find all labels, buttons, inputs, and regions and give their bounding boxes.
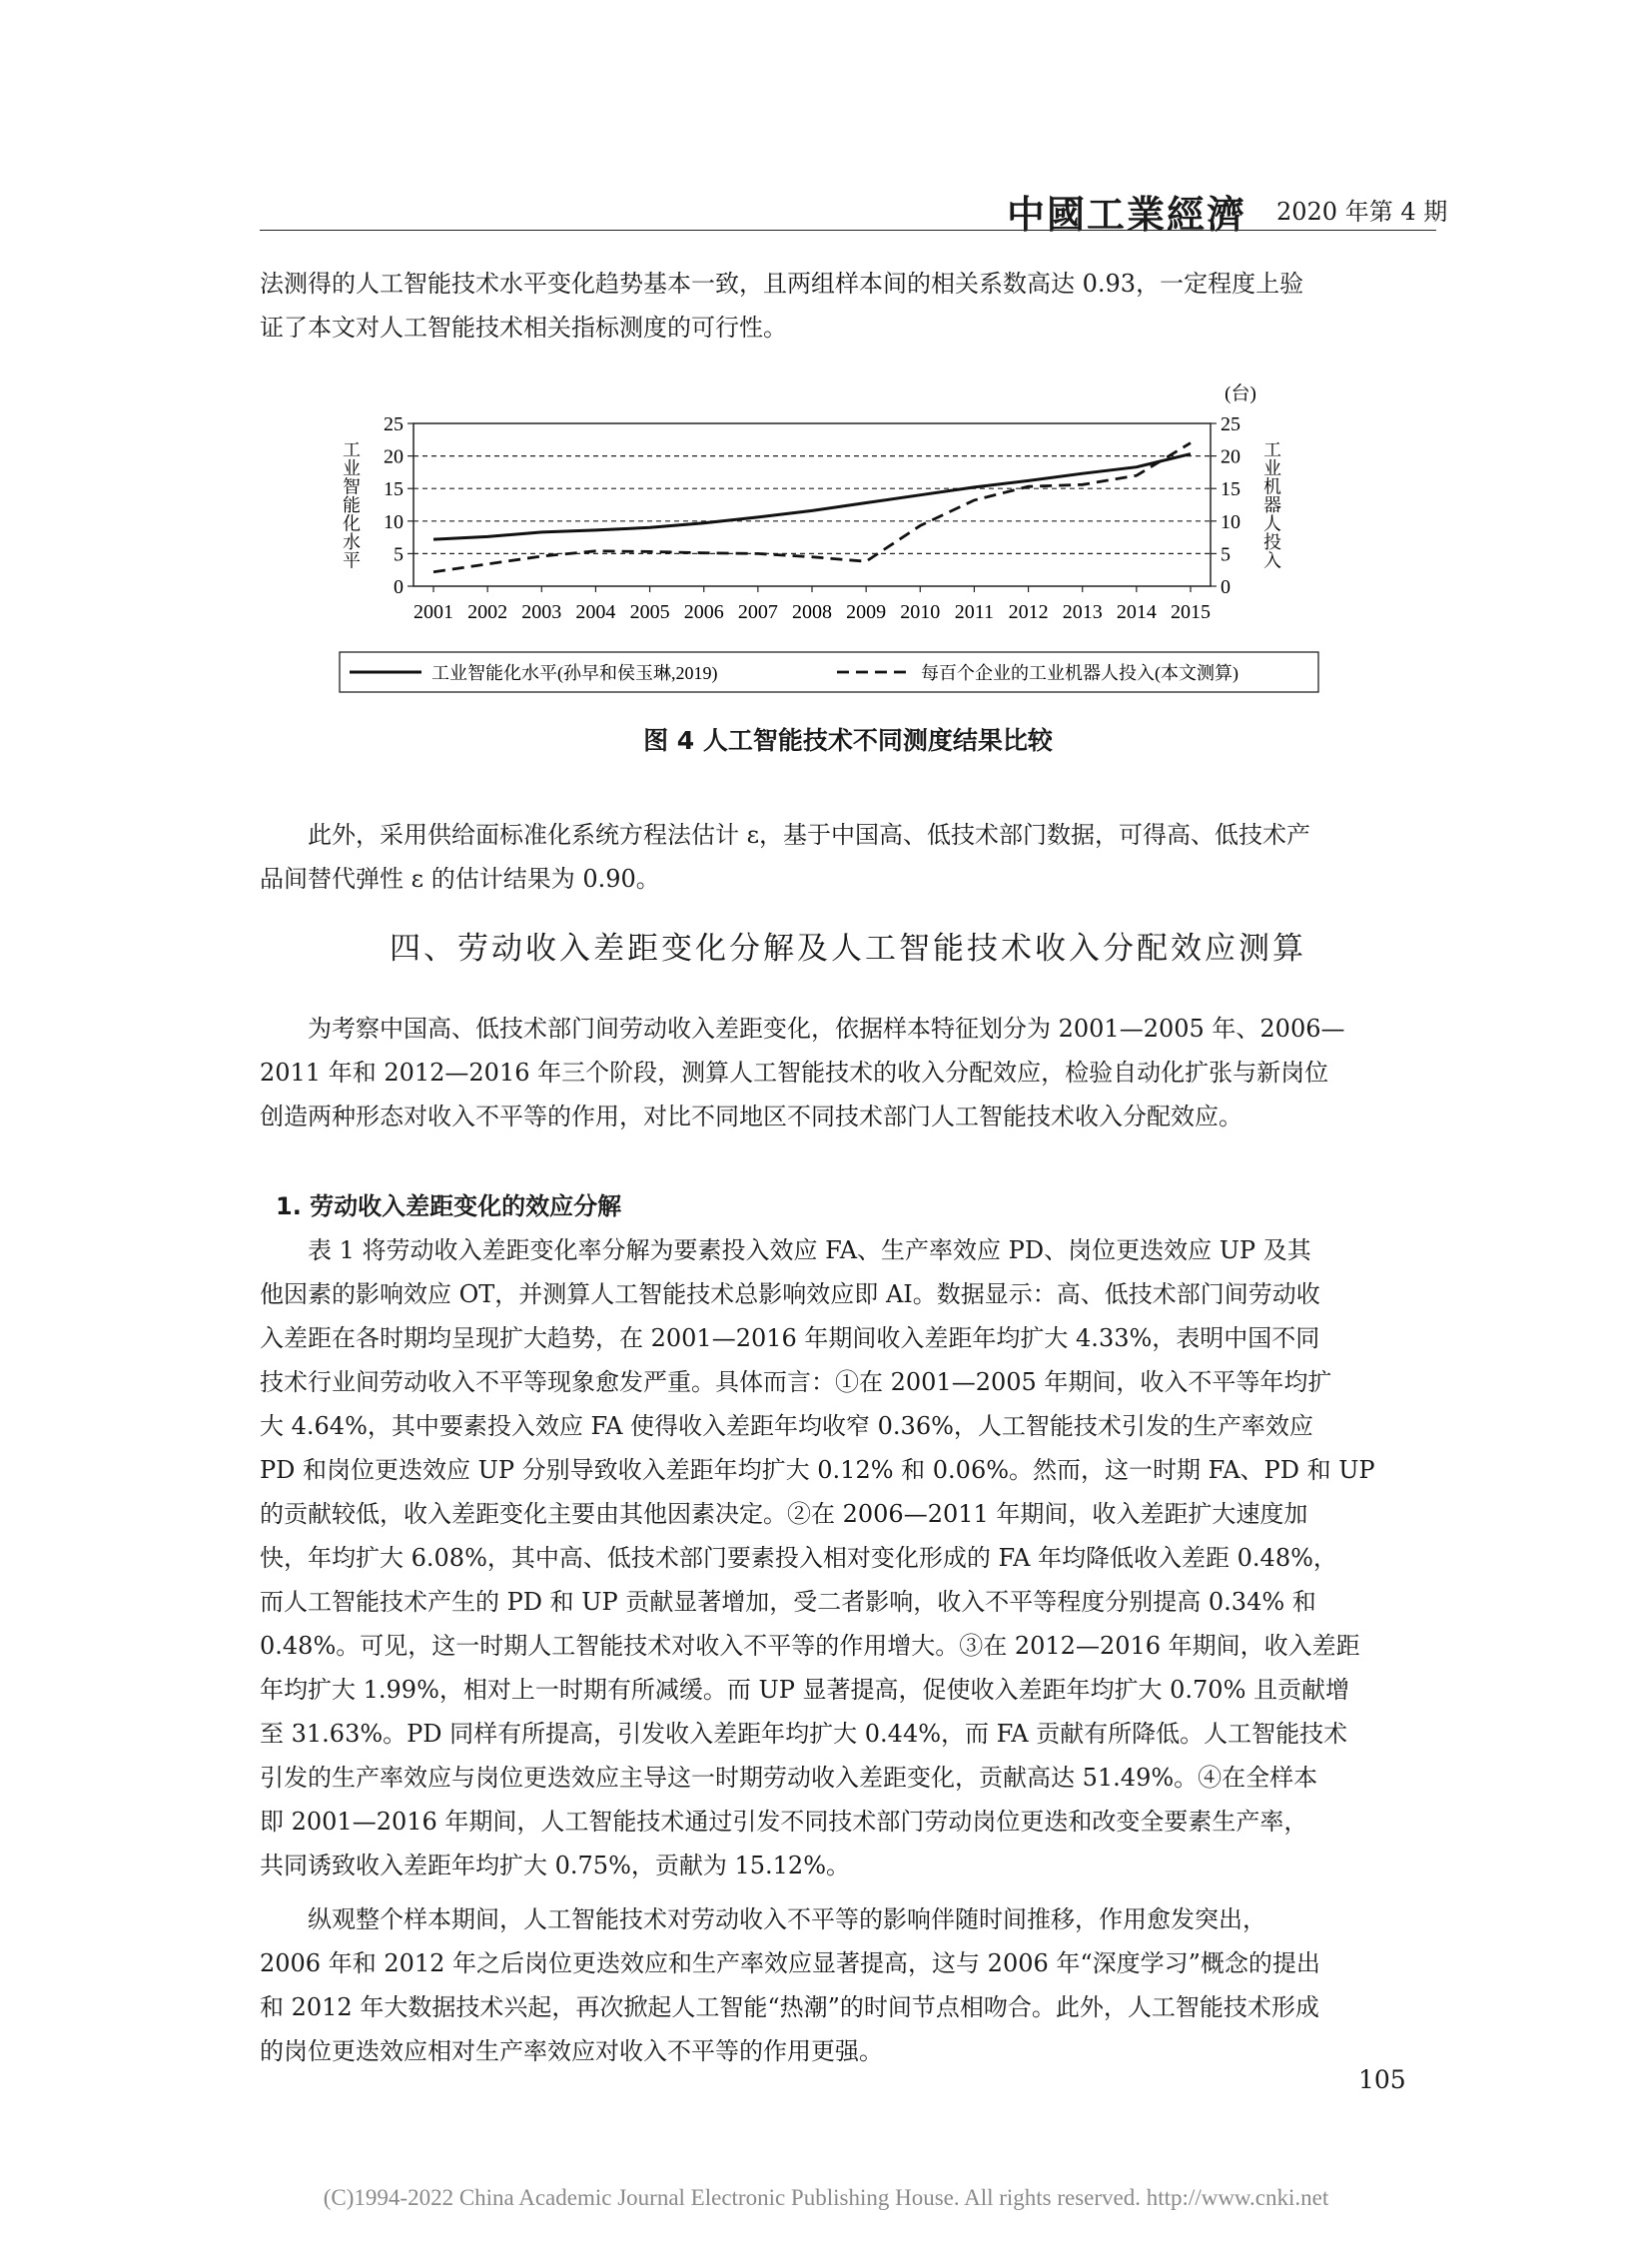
x-tick-label: 2005: [629, 601, 670, 623]
x-tick-label: 2012: [1008, 601, 1049, 623]
x-tick-label: 2014: [1116, 601, 1157, 623]
text-line: 创造两种形态对收入不平等的作用，对比不同地区不同技术部门人工智能技术收入分配效应。: [260, 1103, 1242, 1130]
x-tick-label: 2006: [683, 601, 724, 623]
right-y-tick-label: 20: [1221, 445, 1240, 468]
text-line: 表 1 将劳动收入差距变化率分解为要素投入效应 FA、生产率效应 PD、岗位更迭效应 UP 及其: [308, 1236, 1311, 1264]
x-tick-label: 2015: [1171, 601, 1211, 623]
text-line: 0.48%。可见，这一时期人工智能技术对收入不平等的作用增大。③在 2012—2016 年期间，收入差距: [260, 1632, 1360, 1660]
text-line: 2011 年和 2012—2016 年三个阶段，测算人工智能技术的收入分配效应，检验自动化扩张与新岗位: [260, 1059, 1329, 1087]
section-paragraph: [260, 1007, 1436, 1138]
x-tick-label: 2003: [521, 601, 562, 623]
overall-paragraph: [260, 1897, 1436, 2073]
issue-label: 2020 年第 4 期: [1276, 198, 1448, 226]
text-line: PD 和岗位更迭效应 UP 分别导致收入差距年均扩大 0.12% 和 0.06%。然而，这一时期 FA、PD 和 UP: [260, 1456, 1375, 1484]
text-line: 而人工智能技术产生的 PD 和 UP 贡献显著增加，受二者影响，收入不平等程度分别提高 0.34% 和: [260, 1588, 1316, 1616]
line-chart: [330, 379, 1328, 699]
right-unit-label: (台): [1225, 383, 1256, 404]
text-line: 和 2012 年大数据技术兴起，再次掀起人工智能“热潮”的时间节点相吻合。此外，人工智能技术形成: [260, 1993, 1319, 2021]
x-tick-label: 2010: [900, 601, 941, 623]
text-line: 2006 年和 2012 年之后岗位更迭效应和生产率效应显著提高，这与 2006 年“深度学习”概念的提出: [260, 1949, 1320, 1977]
series-line-intelligence: [433, 454, 1191, 539]
axis-label-text: 工业智能化水平: [343, 439, 361, 571]
right-y-ticks: [1211, 413, 1240, 598]
right-y-tick-label: 15: [1221, 478, 1240, 501]
right-y-tick-label: 10: [1221, 510, 1240, 533]
text-line: 即 2001—2016 年期间，人工智能技术通过引发不同技术部门劳动岗位更迭和改变全要素生产率，: [260, 1808, 1308, 1836]
text-line: 证了本文对人工智能技术相关指标测度的可行性。: [260, 314, 787, 342]
x-tick-label: 2011: [954, 601, 995, 623]
x-tick-label: 2004: [575, 601, 616, 623]
text-line: 技术行业间劳动收入不平等现象愈发严重。具体而言：①在 2001—2005 年期间，收入不平等年均扩: [260, 1368, 1332, 1396]
x-tick-label: 2008: [792, 601, 832, 623]
intro-paragraph: [260, 262, 1436, 350]
left-y-tick-label: 10: [384, 510, 404, 533]
left-y-tick-label: 20: [384, 445, 404, 468]
x-tick-label: 2007: [737, 601, 778, 623]
text-line: 入差距在各时期均呈现扩大趋势，在 2001—2016 年期间收入差距年均扩大 4.33%，表明中国不同: [260, 1324, 1320, 1352]
subsection-heading: 1. 劳动收入差距变化的效应分解: [276, 1192, 622, 1220]
left-y-ticks: [384, 413, 413, 598]
chart-grid: [413, 456, 1211, 554]
right-axis-label: [1263, 439, 1281, 570]
text-line: 品间替代弹性 ε 的估计结果为 0.90。: [260, 865, 660, 893]
axis-label-text: 工业机器人投入: [1263, 439, 1281, 571]
text-line: 至 31.63%。PD 同样有所提高，引发收入差距年均扩大 0.44%，而 FA 贡献有所降低。人工智能技术: [260, 1720, 1348, 1748]
text-line: 共同诱致收入差距年均扩大 0.75%，贡献为 15.12%。: [260, 1852, 851, 1879]
copyright-footer: (C)1994-2022 China Academic Journal Electronic Publishing House. All rights reserved. http://www.cnki.net: [323, 2185, 1329, 2210]
text-line: 为考察中国高、低技术部门间劳动收入差距变化，依据样本特征划分为 2001—2005 年、2006—: [308, 1015, 1345, 1043]
left-y-tick-label: 5: [394, 543, 404, 566]
text-line: 大 4.64%，其中要素投入效应 FA 使得收入差距年均收窄 0.36%，人工智能技术引发的生产率效应: [260, 1412, 1313, 1440]
text-line: 法测得的人工智能技术水平变化趋势基本一致，且两组样本间的相关系数高达 0.93，一定程度上验: [260, 270, 1304, 298]
page-number: 105: [1358, 2065, 1406, 2094]
epsilon-paragraph: [260, 813, 1436, 901]
left-y-tick-label: 25: [384, 413, 404, 435]
legend-label-robots: 每百个企业的工业机器人投入(本文测算): [921, 663, 1239, 683]
text-line: 快，年均扩大 6.08%，其中高、低技术部门要素投入相对变化形成的 FA 年均降低收入差距 0.48%，: [260, 1544, 1337, 1572]
series-line-robots: [433, 443, 1191, 572]
x-tick-label: 2002: [467, 601, 508, 623]
right-y-tick-label: 0: [1221, 576, 1231, 598]
plot-frame: [413, 423, 1211, 586]
x-tick-label: 2001: [413, 601, 453, 623]
text-line: 引发的生产率效应与岗位更迭效应主导这一时期劳动收入差距变化，贡献高达 51.49%。④在全样本: [260, 1764, 1318, 1792]
x-ticks: [413, 586, 1211, 623]
section-heading: 四、劳动收入差距变化分解及人工智能技术收入分配效应测算: [390, 931, 1306, 967]
x-tick-label: 2009: [846, 601, 887, 623]
left-y-tick-label: 0: [394, 576, 404, 598]
journal-title: 中國工業經濟: [1007, 192, 1247, 237]
text-line: 此外，采用供给面标准化系统方程法估计 ε，基于中国高、低技术部门数据，可得高、低技术产: [308, 821, 1311, 849]
figure-caption: 图 4 人工智能技术不同测度结果比较: [643, 726, 1053, 755]
text-line: 他因素的影响效应 OT，并测算人工智能技术总影响效应即 AI。数据显示：高、低技术部门间劳动收: [260, 1280, 1320, 1308]
header-rule: [260, 230, 1436, 231]
left-y-tick-label: 15: [384, 478, 404, 501]
x-tick-label: 2013: [1062, 601, 1103, 623]
right-y-tick-label: 5: [1221, 543, 1231, 566]
left-axis-label: [343, 439, 361, 570]
right-y-tick-label: 25: [1221, 413, 1240, 435]
text-line: 的岗位更迭效应相对生产率效应对收入不平等的作用更强。: [260, 2037, 883, 2065]
text-line: 的贡献较低，收入差距变化主要由其他因素决定。②在 2006—2011 年期间，收入差距扩大速度加: [260, 1500, 1308, 1528]
decomposition-paragraph: [260, 1228, 1436, 1887]
text-line: 年均扩大 1.99%，相对上一时期有所减缓。而 UP 显著提高，促使收入差距年均扩大 0.70% 且贡献增: [260, 1676, 1350, 1704]
text-line: 纵观整个样本期间，人工智能技术对劳动收入不平等的影响伴随时间推移，作用愈发突出，: [308, 1905, 1266, 1933]
legend-label-intelligence: 工业智能化水平(孙早和侯玉琳,2019): [431, 663, 718, 683]
